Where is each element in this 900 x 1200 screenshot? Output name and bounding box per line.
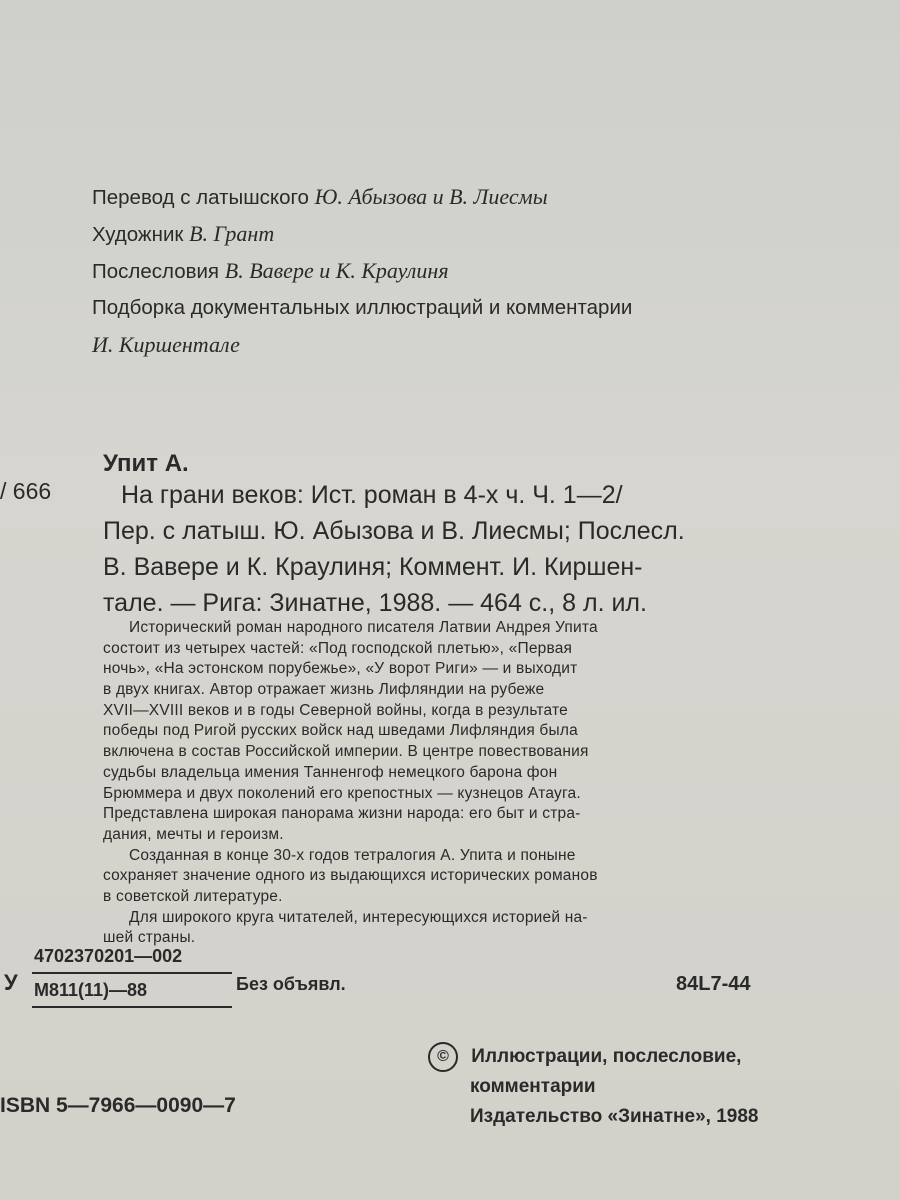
- afterword-line: [92, 252, 632, 289]
- annotation-line: включена в состав Российской империи. В центре повествования: [103, 743, 589, 761]
- class-code: / 666: [0, 478, 52, 504]
- translation-line: [92, 178, 632, 215]
- illustrations-author: И. Киршентале: [92, 332, 240, 357]
- annotation-line: Созданная в конце 30-х годов тетралогия А. Упита и поныне: [129, 846, 576, 864]
- isbn: ISBN 5—7966—0090—7: [0, 1094, 236, 1117]
- annotation-line: Представлена широкая панорама жизни народа: его быт и стра-: [103, 805, 581, 823]
- copyright-text-2: комментарии: [470, 1076, 596, 1097]
- price-note: Без объявл.: [236, 974, 346, 994]
- afterword-authors: В. Вавере и К. Краулиня: [224, 258, 449, 283]
- bibliographic-record: [103, 477, 685, 621]
- artist-name: В. Грант: [189, 221, 275, 246]
- author-heading: Упит А.: [103, 450, 189, 477]
- afterword-label: Послесловия: [92, 260, 220, 283]
- annotation-line: состоит из четырех частей: «Под господской плетью», «Первая: [103, 639, 573, 657]
- biblio-line: На грани веков: Ист. роман в 4-х ч. Ч. 1—2/: [121, 481, 623, 509]
- annotation-line: в советской литературе.: [103, 887, 283, 905]
- illustrations-author-line: [92, 326, 632, 363]
- fraction-bar: [32, 972, 232, 974]
- artist-label: Художник: [92, 223, 184, 246]
- copyright-text-1: Иллюстрации, послесловие,: [471, 1046, 742, 1068]
- copyright-icon: ©: [428, 1042, 458, 1072]
- annotation: [103, 618, 598, 949]
- credits-block: [92, 178, 632, 363]
- fraction-underline: [32, 1006, 232, 1008]
- y-index-letter: У: [4, 970, 18, 995]
- illustrations-line: Подборка документальных иллюстраций и комментарии: [92, 296, 633, 319]
- annotation-line: Исторический роман народного писателя Латвии Андрея Упита: [129, 619, 598, 636]
- annotation-line: XVII—XVIII веков и в годы Северной войны, когда в результате: [103, 701, 568, 719]
- fraction-numerator: 4702370201—002: [34, 946, 183, 966]
- translation-label: Перевод с латышского: [92, 186, 309, 209]
- annotation-line: победы под Ригой русских войск над шведами Лифляндия была: [103, 722, 578, 740]
- fraction-denominator: М811(11)—88: [34, 980, 148, 1000]
- biblio-line: В. Вавере и К. Краулиня; Коммент. И. Киршен-: [103, 553, 643, 581]
- biblio-line: тале. — Рига: Зинатне, 1988. — 464 с., 8 л. ил.: [103, 589, 647, 617]
- annotation-line: судьбы владельца имения Танненгоф немецкого барона фон: [103, 763, 558, 781]
- annotation-line: Брюммера и двух поколений его крепостных — кузнецов Атауга.: [103, 784, 581, 802]
- annotation-line: шей страны.: [103, 929, 196, 947]
- artist-line: [92, 215, 632, 252]
- bbk-code: 84L7-44: [676, 973, 751, 995]
- copyright-block: [428, 1042, 758, 1132]
- annotation-line: Для широкого круга читателей, интересующихся историей на-: [129, 908, 588, 926]
- annotation-line: сохраняет значение одного из выдающихся исторических романов: [103, 867, 598, 885]
- annotation-line: дания, мечты и героизм.: [103, 825, 284, 843]
- annotation-line: в двух книгах. Автор отражает жизнь Лифляндии на рубеже: [103, 681, 545, 699]
- translators: Ю. Абызова и В. Лиесмы: [314, 184, 548, 209]
- biblio-line: Пер. с латыш. Ю. Абызова и В. Лиесмы; Послесл.: [103, 517, 685, 545]
- copyright-text-3: Издательство «Зинатне», 1988: [470, 1106, 759, 1127]
- annotation-line: ночь», «На эстонском порубежье», «У ворот Риги» — и выходит: [103, 660, 578, 678]
- copyright-line: [428, 1042, 758, 1072]
